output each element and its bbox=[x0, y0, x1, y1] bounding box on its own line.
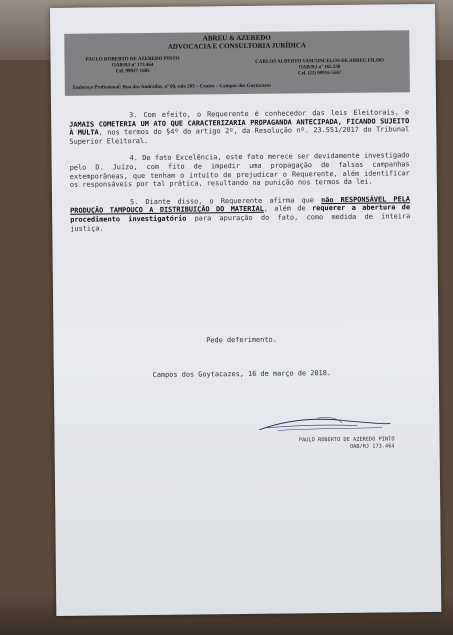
handwritten-signature bbox=[257, 414, 392, 435]
p5-bold-2: requerer a abertura de procedimento investigatório bbox=[70, 203, 411, 224]
p3-bold: JAMAIS COMETERIA UM ATO QUE CARACTERIZARIA PROPAGANDA ANTECIPADA, FICANDO SUJEITO À MULTA bbox=[69, 116, 410, 137]
document-body bbox=[69, 108, 410, 242]
lawyer-1-phone: Cel. 99927-1605 bbox=[115, 69, 150, 75]
firm-name: ABREU & AZEREDO bbox=[202, 33, 271, 43]
p5-tail: para apuração do fato, como medida de inteira justiça. bbox=[70, 212, 411, 233]
p5-lead: 5. Diante disso, o Requerente afirma que bbox=[129, 195, 314, 206]
place-date: Campos dos Goytacazes, 16 de março de 2018. bbox=[152, 369, 332, 379]
lawyer-2-oab: OAB/RJ nº 165.230 bbox=[298, 65, 341, 71]
paragraph-3 bbox=[69, 108, 409, 146]
document-page bbox=[50, 4, 441, 616]
lawyer-2-name: CARLOS ALBERTO VASCONCELOS DE ABREU FILHO bbox=[255, 58, 384, 65]
paragraph-5 bbox=[70, 195, 410, 233]
lawyer-1-oab: OAB/RJ nº 173.464 bbox=[111, 63, 154, 69]
firm-subtitle: ADVOCACIA E CONSULTORIA JURÍDICA bbox=[167, 41, 307, 51]
lawyer-2-phone: Cel. (22) 99916-5567 bbox=[297, 71, 342, 77]
lawyer-2-block bbox=[235, 58, 405, 78]
p4-text: 4. De fato Excelência, este fato merece ser devidamente investigado pelo D. Juízo, com fito de impedir uma propagação de falsas campanhas extemporâneas, que tenham o intuito de prejudicar o Requerente, além identificar os responsáveis por tal prática, resultando na punição nos termos da lei. bbox=[69, 151, 410, 189]
request-line: Pede deferimento. bbox=[206, 335, 277, 345]
letterhead bbox=[64, 30, 410, 96]
office-address: Endereço Profissional: Rua dos Andradas, nº 60, sala 203 – Centro – Campos dos Goytacazes bbox=[72, 83, 271, 91]
lawyer-1-name: PAULO ROBERTO DE AZEREDO PINTO bbox=[85, 56, 180, 63]
signer-name: PAULO ROBERTO DE AZEREDO PINTO bbox=[298, 436, 395, 444]
p3-tail: , nos termos do §4º do artigo 2º, da Resolução nº. 23.551/2017 do Tribunal Superior Eleitoral. bbox=[69, 125, 410, 146]
p5-bold-1: não RESPONSÁVEL PELA PRODUÇÃO TAMPOUCO A DISTRIBUIÇÃO DO MATERIAL bbox=[70, 194, 411, 216]
signature-block bbox=[245, 436, 395, 452]
paragraph-4 bbox=[70, 152, 410, 190]
lawyer-1-block bbox=[73, 57, 193, 77]
p5-mid: , além de bbox=[263, 204, 306, 214]
signer-oab: OAB/RJ 173.464 bbox=[349, 443, 395, 450]
p3-lead: 3. Com efeito, o Requerente é conhecedor das leis Eleitorais, e bbox=[129, 108, 410, 120]
